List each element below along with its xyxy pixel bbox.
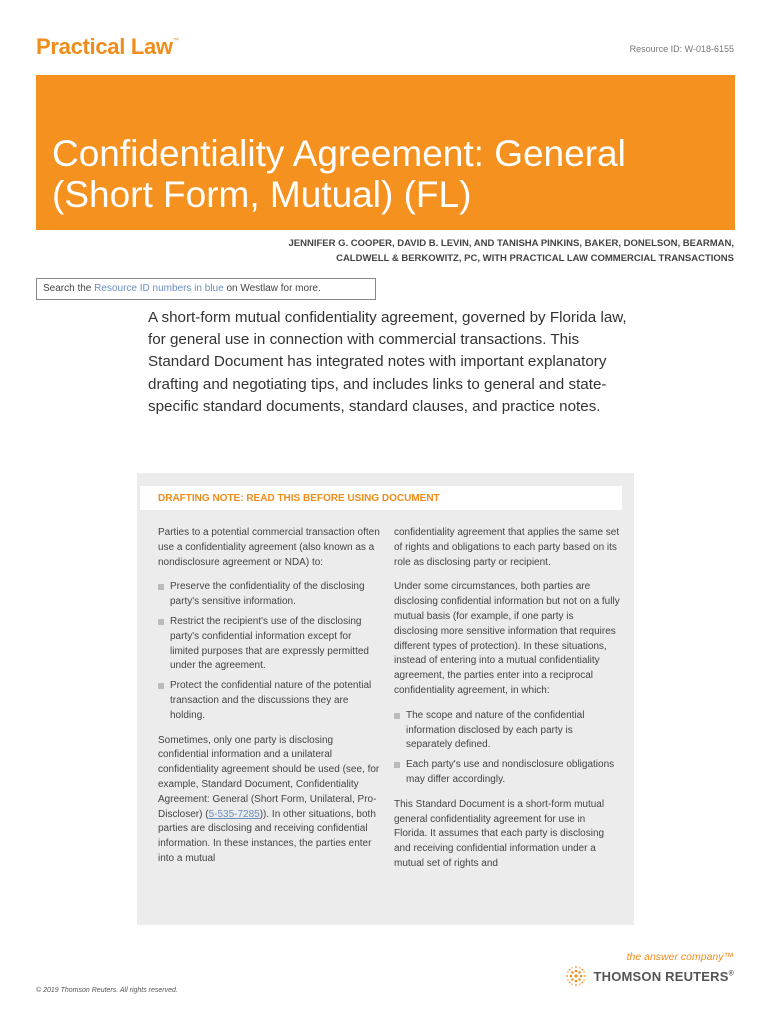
list-item xyxy=(394,758,620,788)
company-name xyxy=(593,969,734,984)
company-registered-mark: ® xyxy=(728,970,734,978)
square-bullet-icon xyxy=(394,762,400,768)
list-item xyxy=(158,679,380,723)
drafting-note-left-column xyxy=(158,526,380,877)
right-second-paragraph: Under some circumstances, both parties are disclosing confidential information but not on a fully mutual basis (for example, if one party is disclosing more sensitive information that requires different types of protection). In these situations, instead of entering into a mutual confidentiality agreement, the parties enter into a reciprocal confidentiality agreement, in which: xyxy=(394,581,620,696)
resource-id: Resource ID: W-018-6155 xyxy=(629,44,734,54)
square-bullet-icon xyxy=(158,584,164,590)
para-text: Sometimes, only one party is disclosing confidential information and a unilateral confidentiality agreement should be used (see, for example, Standard Document, Confidentiality Agreement: General (Short Form, Unilateral, Pro-Discloser) ( xyxy=(158,734,380,820)
square-bullet-icon xyxy=(394,713,400,719)
square-bullet-icon xyxy=(158,619,164,625)
search-note-suffix: on Westlaw for more. xyxy=(223,283,321,294)
company-name-text: THOMSON REUTERS xyxy=(593,968,729,984)
square-bullet-icon xyxy=(158,683,164,689)
authors-line-2: CALDWELL & BERKOWITZ, PC, WITH PRACTICAL LAW COMMERCIAL TRANSACTIONS xyxy=(336,252,734,264)
thomson-reuters-logo xyxy=(565,965,734,987)
drafting-note-right-column xyxy=(394,526,620,882)
authors-line-1: JENNIFER G. COOPER, DAVID B. LEVIN, AND TANISHA PINKINS, BAKER, DONELSON, BEARMAN, xyxy=(288,238,734,249)
document-abstract: A short-form mutual confidentiality agreement, governed by Florida law, for general use in connection with commercial transactions. This Standard Document has integrated notes with important explanatory drafting and negotiating tips, and includes links to general and state-specific standard documents, standard clauses, and practice notes. xyxy=(148,309,627,415)
title-line-2: (Short Form, Mutual) (FL) xyxy=(52,174,472,215)
bullet-text: Protect the confidential nature of the potential transaction and the discussions they are holding. xyxy=(170,680,372,721)
authors-byline xyxy=(174,237,734,266)
resource-link[interactable]: 5-535-7285 xyxy=(208,808,260,820)
tagline: the answer company™ xyxy=(626,951,734,963)
left-intro-paragraph: Parties to a potential commercial transaction often use a confidentiality agreement (also known as a nondisclosure agreement or NDA) to: xyxy=(158,527,380,568)
resource-id-link[interactable]: Resource ID numbers in blue xyxy=(94,283,224,294)
copyright: © 2019 Thomson Reuters. All rights reserved. xyxy=(36,987,178,994)
bullet-text: Preserve the confidentiality of the disclosing party's sensitive information. xyxy=(170,581,365,608)
left-bullet-list xyxy=(158,580,380,723)
brand-trademark: ™ xyxy=(172,38,179,44)
right-bullet-list xyxy=(394,709,620,788)
right-first-paragraph: confidentiality agreement that applies the same set of rights and obligations to each party based on its role as disclosing party or recipient. xyxy=(394,527,620,568)
bullet-text: Restrict the recipient's use of the disclosing party's confidential information except for limited purposes that are expressly permitted under the agreement. xyxy=(170,615,369,672)
bullet-text: Each party's use and nondisclosure obligations may differ accordingly. xyxy=(406,759,615,785)
title-line-1: Confidentiality Agreement: General xyxy=(52,133,626,174)
search-resource-note xyxy=(36,278,376,300)
brand-name: Practical Law xyxy=(36,34,173,59)
page-title xyxy=(52,133,722,215)
left-second-paragraph xyxy=(158,734,380,867)
para-text: )). In other situations, both parties are disclosing and receiving confidential information. In these instances, the parties enter into a mutual xyxy=(158,808,376,864)
practical-law-logo xyxy=(36,34,178,60)
right-third-paragraph: This Standard Document is a short-form mutual general confidentiality agreement for use in Florida. It assumes that each party is disclosing and receiving confidential information under a mutual set of rights and xyxy=(394,798,605,869)
list-item xyxy=(158,580,380,610)
drafting-note-title: DRAFTING NOTE: READ THIS BEFORE USING DOCUMENT xyxy=(158,493,440,504)
bullet-text: The scope and nature of the confidential information disclosed by each party is separately defined. xyxy=(406,709,585,751)
list-item xyxy=(394,709,620,753)
list-item xyxy=(158,615,380,674)
search-note-prefix: Search the xyxy=(43,283,95,294)
thomson-reuters-mark-icon xyxy=(565,965,587,987)
